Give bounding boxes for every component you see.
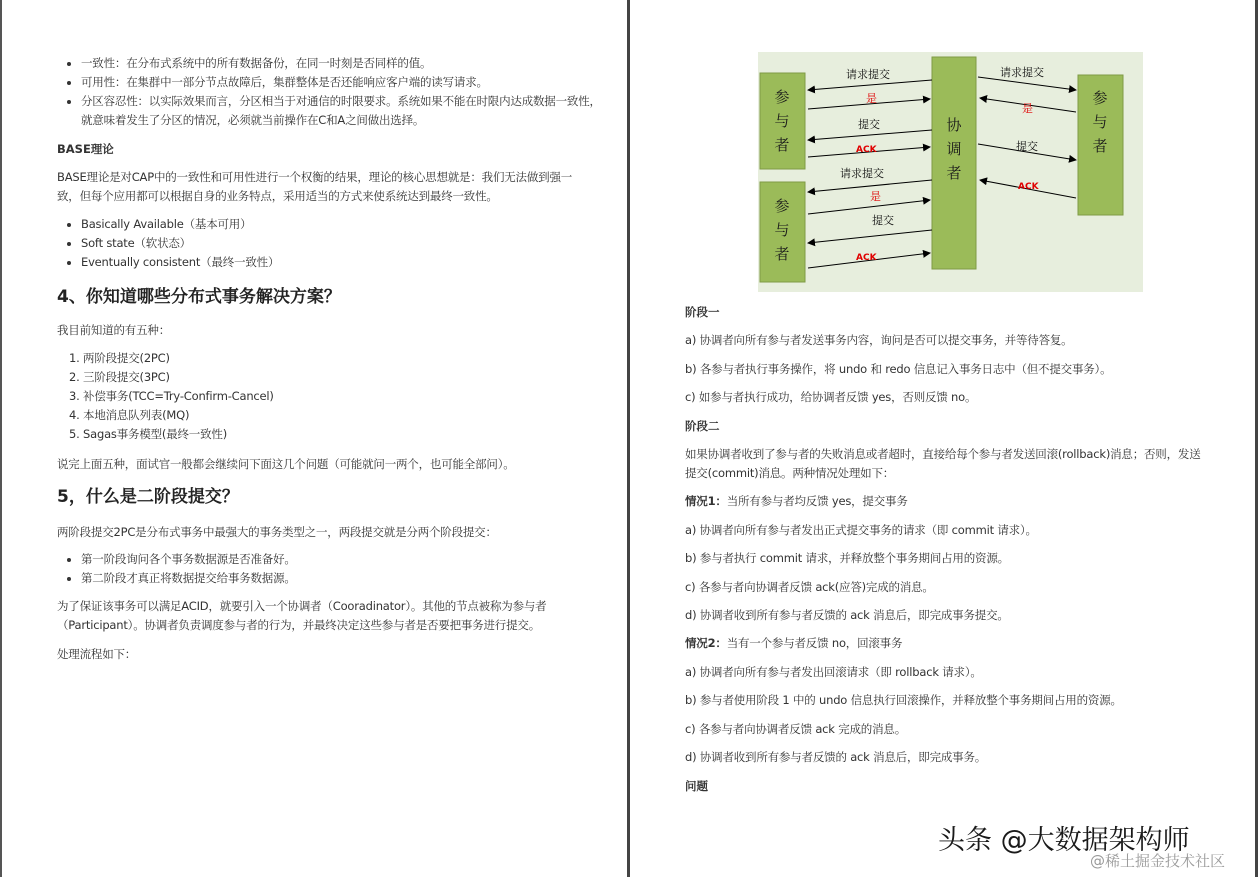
label-commit-top-left: 提交	[858, 118, 880, 131]
list-item: 4. 本地消息队列表(MQ)	[69, 408, 190, 422]
q4-followup: 说完上面五种，面试官一般都会继续问下面这几个问题（可能就问一两个，也可能全部问）。	[57, 457, 515, 471]
label-ack-right: ACK	[1018, 182, 1039, 192]
list-item: • 可用性：在集群中一部分节点故障后，集群整体是否还能响应客户端的读写请求。	[81, 73, 601, 92]
base-paragraph: BASE理论是对CAP中的一致性和可用性进行一个权衡的结果，理论的核心思想就是：我们无法做到强一致，但每个应用都可以根据自身的业务特点，采用适当的方式来使系统达到最终一致性。	[57, 170, 573, 203]
case2-label: 情况2：	[685, 636, 727, 650]
phase2-heading: 阶段二	[685, 419, 720, 433]
label-request-top-left: 请求提交	[846, 68, 890, 81]
label-yes-bottom-left: 是	[870, 190, 881, 203]
case1-item: b) 参与者执行 commit 请求，并释放整个事务期间占用的资源。	[685, 551, 1009, 565]
watermark-juejin: @稀土掘金技术社区	[1090, 852, 1226, 870]
right-page	[685, 0, 1205, 877]
list-item: • Soft state（软状态）	[81, 234, 601, 253]
section-heading-q5: 5，什么是二阶段提交？	[57, 487, 239, 507]
watermark-toutiao: 头条 @大数据架构师	[938, 825, 1190, 856]
phase1-item: b) 各参与者执行事务操作，将 undo 和 redo 信息记入事务日志中（但不提交事务）。	[685, 362, 1112, 376]
problem-heading: 问题	[685, 779, 708, 793]
solutions-list	[57, 349, 569, 444]
coordinator-label: 协调者	[946, 116, 962, 182]
cap-list	[57, 54, 601, 130]
list-item: 1. 两阶段提交(2PC)	[69, 351, 170, 365]
case1-label: 情况1：	[685, 494, 727, 508]
label-commit-right: 提交	[1016, 140, 1038, 153]
list-item: 3. 补偿事务(TCC=Try-Confirm-Cancel)	[69, 389, 274, 403]
phase1-item: a) 协调者向所有参与者发送事务内容，询问是否可以提交事务，并等待答复。	[685, 333, 1073, 347]
q5-intro: 两阶段提交2PC是分布式事务中最强大的事务类型之一，两段提交就是分两个阶段提交：	[57, 525, 497, 539]
label-ack-bottom-left: ACK	[856, 253, 877, 263]
left-page	[57, 0, 601, 877]
label-request-bottom-left: 请求提交	[840, 167, 884, 180]
base-heading: BASE理论	[57, 142, 114, 156]
case2-item: c) 各参与者向协调者反馈 ack 完成的消息。	[685, 722, 907, 736]
list-item: 2. 三阶段提交(3PC)	[69, 370, 170, 384]
q4-intro: 我目前知道的有五种：	[57, 323, 170, 337]
case1-item: a) 协调者向所有参与者发出正式提交事务的请求（即 commit 请求）。	[685, 523, 1037, 537]
case1-text: 当所有参与者均反馈 yes，提交事务	[726, 494, 908, 508]
case1-item: c) 各参与者向协调者反馈 ack(应答)完成的消息。	[685, 580, 934, 594]
case1-line	[685, 492, 908, 511]
phase1-heading: 阶段一	[685, 305, 720, 319]
list-item: • 分区容忍性：以实际效果而言，分区相当于对通信的时限要求。系统如果不能在时限内达成数据一致性，就意味着发生了分区的情况，必须就当前操作在C和A之间做出选择。	[81, 92, 601, 130]
label-request-right: 请求提交	[1000, 66, 1044, 79]
q5-flow-label: 处理流程如下：	[57, 647, 137, 661]
case2-item: a) 协调者向所有参与者发出回滚请求（即 rollback 请求）。	[685, 665, 982, 679]
list-item: • 一致性：在分布式系统中的所有数据备份，在同一时刻是否同样的值。	[81, 54, 601, 73]
participant-label-right: 参与者	[1092, 89, 1108, 155]
participant-label-bottom-left: 参与者	[774, 197, 790, 263]
case1-item: d) 协调者收到所有参与者反馈的 ack 消息后，即完成事务提交。	[685, 608, 1009, 622]
participant-label-top-left: 参与者	[774, 88, 790, 154]
case2-text: 当有一个参与者反馈 no，回滚事务	[726, 636, 903, 650]
label-yes-top-left: 是	[866, 92, 877, 105]
page-divider	[627, 0, 630, 877]
label-commit-bottom-left: 提交	[872, 214, 894, 227]
page-border-left	[0, 0, 2, 877]
list-item: • Basically Available（基本可用）	[81, 215, 601, 234]
q5-paragraph: 为了保证该事务可以满足ACID，就要引入一个协调者（Cooradinator）。其他的节点被称为参与者（Participant）。协调者负责调度参与者的行为，并最终决定这些参与者是否要把事务进行提交。	[57, 599, 547, 632]
case2-line	[685, 634, 902, 653]
case2-item: b) 参与者使用阶段 1 中的 undo 信息执行回滚操作，并释放整个事务期间占用的资源。	[685, 693, 1122, 707]
label-ack-top-left: ACK	[856, 145, 877, 155]
base-list	[57, 215, 601, 272]
label-yes-right: 是	[1022, 102, 1033, 115]
q5-list	[57, 550, 601, 588]
case2-item: d) 协调者收到所有参与者反馈的 ack 消息后，即完成事务。	[685, 750, 987, 764]
list-item: • 第一阶段询问各个事务数据源是否准备好。	[81, 550, 601, 569]
list-item: • 第二阶段才真正将数据提交给事务数据源。	[81, 569, 601, 588]
list-item: 5. Sagas事务模型(最终一致性)	[69, 427, 227, 441]
list-item: • Eventually consistent（最终一致性）	[81, 253, 601, 272]
phase2-paragraph: 如果协调者收到了参与者的失败消息或者超时，直接给每个参与者发送回滚(rollback)消息；否则，发送提交(commit)消息。两种情况处理如下：	[685, 447, 1201, 480]
phase1-item: c) 如参与者执行成功，给协调者反馈 yes，否则反馈 no。	[685, 390, 977, 404]
section-heading-q4: 4、你知道哪些分布式事务解决方案？	[57, 287, 341, 307]
